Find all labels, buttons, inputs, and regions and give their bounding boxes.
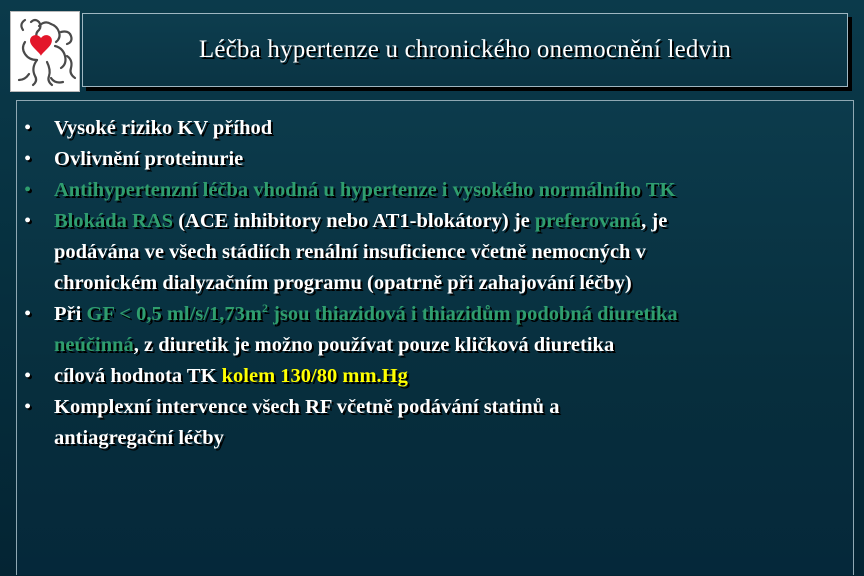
bullet-marker: • [24,365,32,387]
bullet-marker: • [24,303,32,325]
logo [10,11,80,92]
czech-lion-heart-emblem-icon [11,12,79,91]
list-item: • Vysoké riziko KV příhod [17,113,853,144]
list-item: • Blokáda RAS (ACE inhibitory nebo AT1-blokátory) je preferovaná, je podávána ve všech stádiích renální insuficience včetně nemocných v chronickém dialyzačním programu (opatrně při zahajování léčby) [17,206,853,299]
bullet-marker: • [24,210,32,232]
bullet-marker: • [24,117,32,139]
bullet-list [17,113,853,454]
bullet-marker: • [24,179,32,201]
list-item: • Antihypertenzní léčba vhodná u hypertenze i vysokého normálního TK [17,175,853,206]
list-item: • Komplexní intervence všech RF včetně podávání statinů a antiagregační léčby [17,392,853,454]
list-item: • Ovlivnění proteinurie [17,144,853,175]
bullet-marker: • [24,396,32,418]
highlight-text: preferovaná [534,210,642,232]
list-item: • cílová hodnota TK kolem 130/80 mm.Hg [17,361,853,392]
page-title: Léčba hypertenze u chronického onemocnění ledvin [198,36,732,63]
highlight-text: GF < 0,5 $ml/s/1,73m^2$ jsou thiazidová i thiazidům podobná diuretika [86,301,678,325]
highlight-text: Blokáda RAS [54,210,174,232]
content-panel [16,100,854,575]
bullet-marker: • [24,148,32,170]
highlight-text: neúčinná [54,334,134,356]
highlight-text: kolem 130/80 mm.Hg [221,365,408,387]
list-item: • Při GF < 0,5 $ml/s/1,73m^2$ jsou thiazidová i thiazidům podobná diuretika neúčinná, z diuretik je možno používat pouze kličková diuretika [24,301,678,356]
title-box [82,13,848,87]
